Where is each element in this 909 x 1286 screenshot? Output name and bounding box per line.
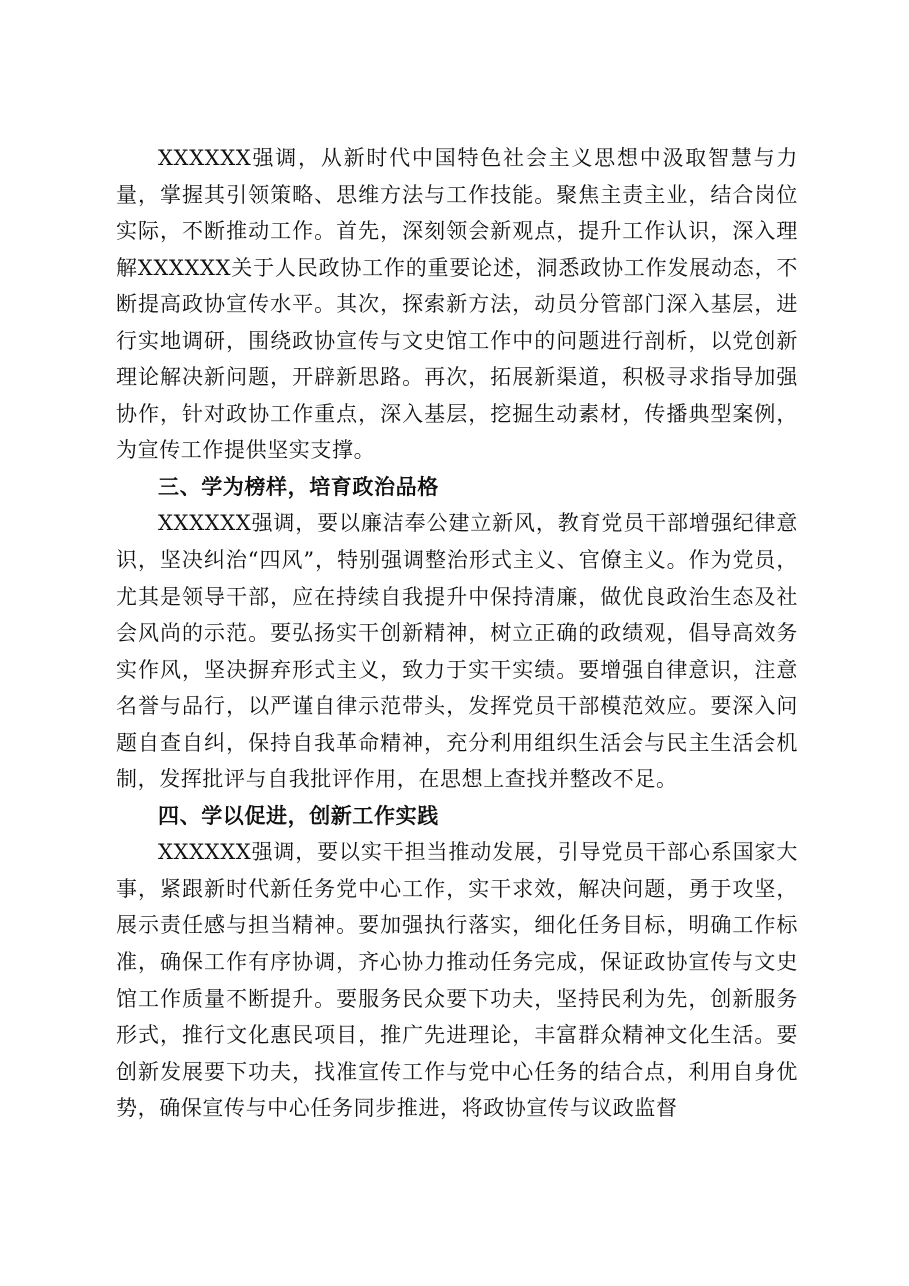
paragraph-practice: XXXXXX强调，要以实干担当推动发展，引导党员干部心系国家大事，紧跟新时代新任务党中心工作，实干求效，解决问题，勇于攻坚，展示责任感与担当精神。要加强执行落实，细化任务目标，明确工作标准，确保工作有序协调，齐心协力推动任务完成，保证政协宣传与文史馆工作质量不断提升。要服务民众要下功夫，坚持民利为先，创新服务形式，推行文化惠民项目，推广先进理论，丰富群众精神文化生活。要创新发展要下功夫，找准宣传工作与党中心任务的结合点，利用自身优势，确保宣传与中心任务同步推进，将政协宣传与议政监督 — [116, 840, 798, 1121]
section-heading-3: 三、学为榜样，培育政治品格 — [158, 474, 439, 499]
paragraph-integrity: XXXXXX强调，要以廉洁奉公建立新风，教育党员干部增强纪律意识，坚决纠治“四风”，特别强调整治形式主义、官僚主义。作为党员，尤其是领导干部，应在持续自我提升中保持清廉，做优良政治生态及社会风尚的示范。要弘扬实干创新精神，树立正确的政绩观，倡导高效务实作风，坚决摒弃形式主义，致力于实干实绩。要增强自律意识，注意名誉与品行，以严谨自律示范带头，发挥党员干部模范效应。要深入问题自查自纠，保持自我革命精神，充分利用组织生活会与民主生活会机制，发挥批评与自我批评作用，在思想上查找并整改不足。 — [116, 511, 798, 792]
document-body — [116, 140, 798, 1127]
paragraph-study-thought: XXXXXX强调，从新时代中国特色社会主义思想中汲取智慧与力量，掌握其引领策略、思维方法与工作技能。聚焦主责主业，结合岗位实际，不断推动工作。首先，深刻领会新观点，提升工作认识，深入理解XXXXXX关于人民政协工作的重要论述，洞悉政协工作发展动态，不断提高政协宣传水平。其次，探索新方法，动员分管部门深入基层，进行实地调研，围绕政协宣传与文史馆工作中的问题进行剖析，以党创新理论解决新问题，开辟新思路。再次，拓展新渠道，积极寻求指导加强协作，针对政协工作重点，深入基层，挖掘生动素材，传播典型案例，为宣传工作提供坚实支撑。 — [116, 146, 798, 463]
section-heading-4: 四、学以促进，创新工作实践 — [158, 803, 439, 828]
